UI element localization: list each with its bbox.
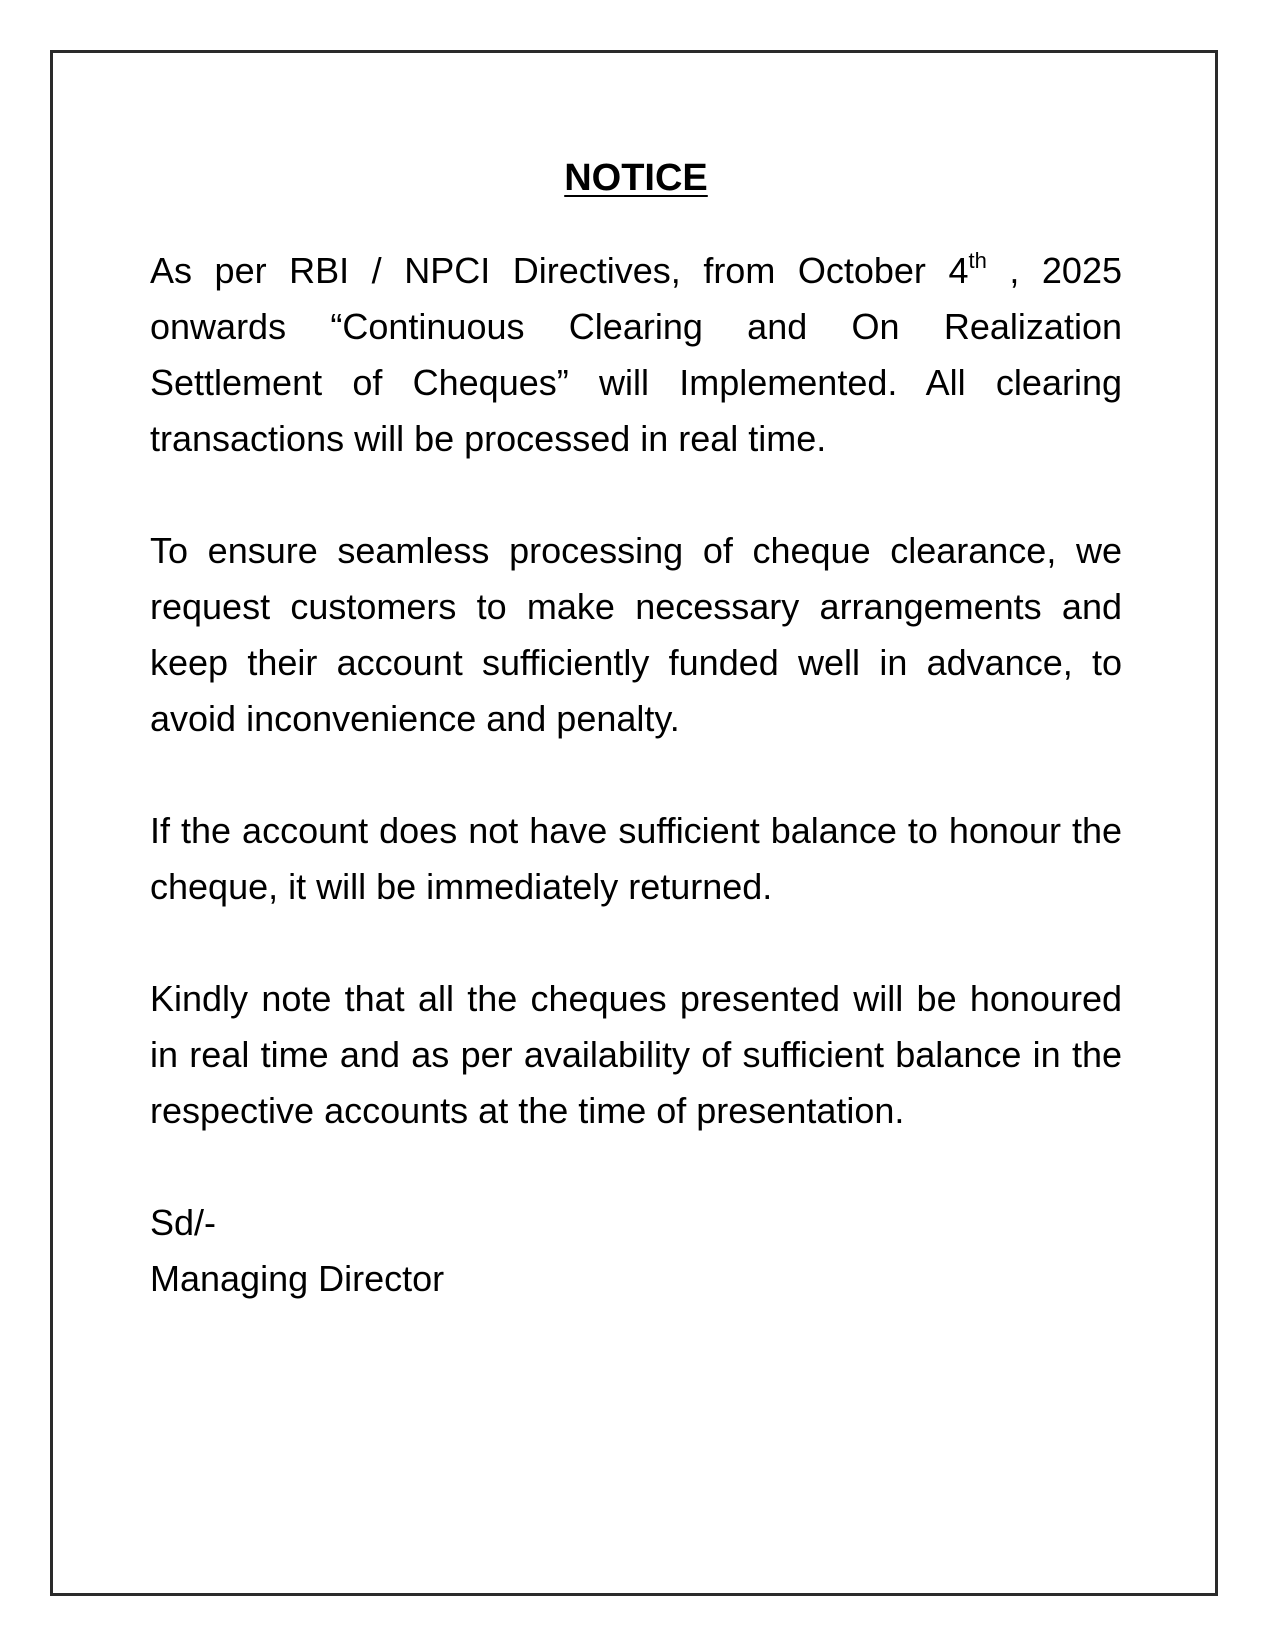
directive-text-start: As per RBI / NPCI Directives, from October 4: [150, 250, 969, 291]
signature-designation: Managing Director: [150, 1258, 445, 1299]
paragraph-request: To ensure seamless processing of cheque clearance, we request customers to make necessary arrangements and keep their account sufficiently funded well in advance, to avoid inconvenience and penalty.: [150, 530, 1122, 739]
directive-text-end: , 2025 onwards “Continuous Clearing and On Realization Settlement of Cheques” will Implemented. All clearing transactions will be processed in real time.: [150, 250, 1122, 459]
notice-title: NOTICE: [564, 157, 708, 199]
signature-block: [150, 1195, 1122, 1307]
signature-sd: Sd/-: [150, 1202, 217, 1243]
paragraph-real-time-honour: Kindly note that all the cheques presented will be honoured in real time and as per availability of sufficient balance in the respective accounts at the time of presentation.: [150, 978, 1122, 1131]
notice-content: [150, 150, 1122, 1307]
paragraph-directive: [150, 243, 1122, 467]
paragraph-insufficient-balance: If the account does not have sufficient balance to honour the cheque, it will be immediately returned.: [150, 810, 1122, 907]
ordinal-suffix: th: [968, 248, 987, 273]
